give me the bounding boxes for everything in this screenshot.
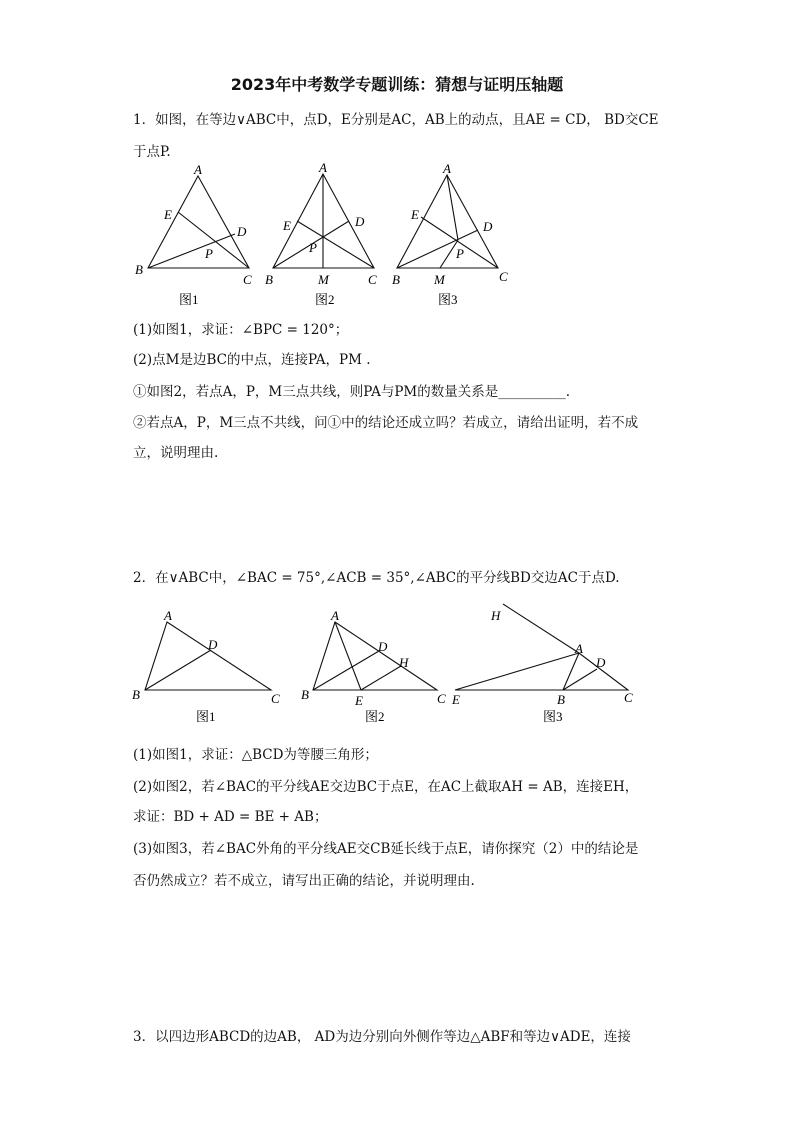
q2-line1: 2．在∨ABC中，∠BAC = 75°,∠ACB = 35°,∠ABC的平分线BD交边AC于点D. [133,570,620,586]
label-a: A [319,160,327,175]
label-e: E [411,207,419,222]
label-a: A [443,161,451,176]
label-e: E [355,693,363,708]
q2-caption-2: 图2 [365,709,385,724]
q2-fig3-ha [503,604,579,653]
label-h: H [399,655,409,670]
label-p: P [205,246,213,261]
label-a: A [575,641,583,656]
label-e: E [164,207,172,222]
label-c: C [243,272,252,287]
label-a: A [331,608,339,623]
q1-caption-3: 图3 [438,292,458,307]
label-c: C [624,690,633,705]
label-m: M [434,272,445,287]
q1-line1: 1．如图，在等边∨ABC中，点D，E分别是AC，AB上的动点，且AE = CD， BD交CE [133,112,659,128]
q2-part2a: (2)如图2，若∠BAC的平分线AE交边BC于点E，在AC上截取AH = AB，连接EH， [133,779,639,795]
q2-fig1-triangle [145,622,271,690]
q2-figures [125,598,645,730]
label-d: D [237,224,247,239]
q1-figures [125,160,545,310]
label-h: H [491,608,501,623]
q1-fig3-bd [397,230,478,268]
q3-line1: 3．以四边形ABCD的边AB， AD为边分别向外侧作等边△ABF和等边∨ADE，连接 [133,1029,631,1045]
label-d: D [483,219,493,234]
q2-fig2-bd [313,651,379,690]
label-c: C [271,691,280,706]
label-m: M [318,272,329,287]
label-d: D [355,214,365,229]
label-c: C [499,269,508,284]
label-a: A [164,608,172,623]
label-b: B [301,687,309,702]
q2-part1: (1)如图1，求证：△BCD为等腰三角形； [133,747,378,763]
q1-caption-2: 图2 [315,292,335,307]
q1-fig1-ec [178,212,249,268]
label-b: B [132,687,140,702]
label-d: D [208,637,218,652]
label-c: C [368,272,377,287]
label-d: D [378,639,388,654]
q2-fig2-ae [335,622,361,690]
q2-fig2-triangle [313,622,437,690]
label-p: P [309,240,317,255]
q1-sub2a: ②若点A，P，M三点不共线，问①中的结论还成立吗？若成立，请给出证明，若不成 [133,415,639,431]
q2-caption-3: 图3 [543,709,563,724]
q1-sub2b: 立，说明理由. [133,445,219,461]
page-title: 2023年中考数学专题训练：猜想与证明压轴题 [230,75,564,94]
q2-fig3-ea [455,653,579,690]
q1-fig1-be [148,234,235,268]
q1-line2: 于点P. [133,144,171,160]
q2-fig1-bd [145,650,211,690]
q1-fig1-triangle [148,176,249,268]
q2-fig2-eh [361,666,401,690]
label-b: B [557,692,565,707]
label-e: E [452,692,460,707]
label-a: A [194,162,202,177]
label-c: C [437,691,446,706]
label-d: D [596,655,606,670]
q2-part2b: 求证：BD + AD = BE + AB； [133,809,328,825]
q1-caption-1: 图1 [179,292,199,307]
q1-part1: (1)如图1，求证：∠BPC = 120°； [133,322,349,338]
label-b: B [135,262,143,277]
label-e: E [283,218,291,233]
q2-part3a: (3)如图3，若∠BAC外角的平分线AE交CB延长线于点E，请你探究（2）中的结论是 [133,841,639,857]
q2-part3b: 否仍然成立？若不成立，请写出正确的结论，并说明理由. [133,873,475,889]
q1-sub1: ①如图2，若点A，P，M三点共线，则PA与PM的数量关系是__________. [133,384,571,400]
label-p: P [456,246,464,261]
q2-caption-1: 图1 [196,709,216,724]
label-b: B [392,272,400,287]
label-b: B [265,272,273,287]
q1-part2: (2)点M是边BC的中点，连接PA，PM . [133,352,371,368]
